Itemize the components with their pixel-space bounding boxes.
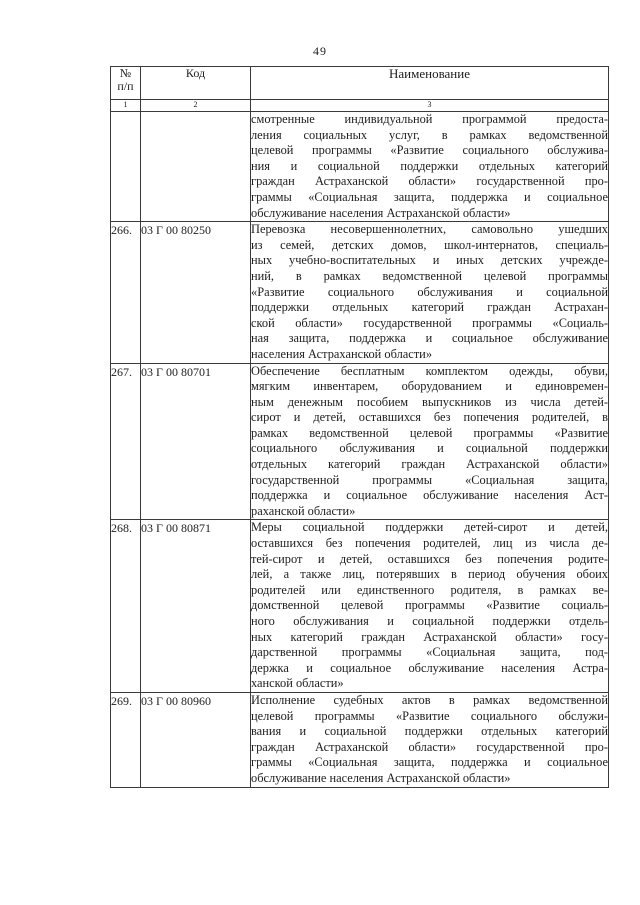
description-line: ния и социальной поддержки отдельных категорий bbox=[251, 158, 608, 173]
table-row bbox=[111, 363, 609, 520]
description-line: обслуживание населения Астраханской области» bbox=[251, 205, 511, 220]
table-row bbox=[111, 692, 609, 787]
description-line: населения Астраханской области» bbox=[251, 346, 433, 361]
description-line: ного обслуживания и социальной поддержки отдель- bbox=[251, 614, 608, 628]
description-line: граждан Астраханской области» государственной про- bbox=[251, 174, 608, 189]
header-code: Код bbox=[141, 67, 251, 100]
table-row bbox=[111, 112, 609, 222]
description-line: держка и социальное обслуживание населения Астра- bbox=[251, 660, 608, 675]
page-number: 49 bbox=[313, 44, 327, 58]
description-line: тей-сирот и детей, оставшихся без попечения родите- bbox=[251, 551, 608, 566]
description-line: Обеспечение бесплатным комплектом одежды, обуви, bbox=[251, 363, 608, 378]
description-line: поддержка и социальное обслуживание населения Аст- bbox=[251, 488, 608, 503]
description-line: ных категорий граждан Астраханской области» госу- bbox=[251, 629, 608, 644]
description-line: вания и социальной поддержки отдельных категорий bbox=[251, 724, 608, 739]
budget-classification-table bbox=[110, 66, 609, 788]
column-index-1: 1 bbox=[111, 100, 141, 112]
description-line: поддержки отдельных категорий граждан Астрахан- bbox=[251, 300, 608, 315]
description-line: домственной целевой программы «Развитие социаль- bbox=[251, 598, 608, 613]
header-number bbox=[111, 67, 141, 100]
row-code: 03 Г 00 80960 bbox=[141, 692, 251, 787]
row-code: 03 Г 00 80701 bbox=[141, 363, 251, 520]
row-description bbox=[251, 363, 609, 520]
description-line: граммы «Социальная защита, поддержка и социальное bbox=[251, 755, 608, 770]
row-code bbox=[141, 112, 251, 222]
row-number: 266. bbox=[111, 222, 141, 363]
table-row bbox=[111, 520, 609, 693]
header-number-symbol: № bbox=[119, 66, 132, 80]
description-line: сирот и детей, оставшихся без попечения родителей, в bbox=[251, 410, 608, 425]
description-line: государственной программы «Социальная защита, bbox=[251, 472, 608, 487]
description-line: оставшихся без попечения родителей, лиц из числа де- bbox=[251, 536, 608, 551]
table-header-row bbox=[111, 67, 609, 100]
column-index-3: 3 bbox=[251, 100, 609, 112]
description-line: Меры социальной поддержки детей-сирот и детей, bbox=[251, 520, 608, 535]
description-line: ханской области» bbox=[251, 676, 344, 691]
header-number-abbr: п/п bbox=[117, 79, 134, 93]
description-line: дарственной программы «Социальная защита, под- bbox=[251, 645, 608, 660]
description-line: ской области» государственной программы «Социаль- bbox=[251, 315, 608, 330]
description-line: раханской области» bbox=[251, 503, 356, 518]
row-number bbox=[111, 112, 141, 222]
description-line: ний, в рамках ведомственной целевой программы bbox=[251, 268, 608, 283]
description-line: ным денежным пособием выпускников из числа детей- bbox=[251, 394, 608, 409]
description-line: ных учебно-воспитательных и иных детских учрежде- bbox=[251, 253, 608, 268]
row-code: 03 Г 00 80871 bbox=[141, 520, 251, 693]
description-line: лей, а также лиц, потерявших в период обучения обоих bbox=[251, 567, 608, 582]
description-line: из семей, детских домов, школ-интернатов, специаль- bbox=[251, 237, 608, 252]
row-description bbox=[251, 112, 609, 222]
column-index-2: 2 bbox=[141, 100, 251, 112]
description-line: обслуживание населения Астраханской области» bbox=[251, 770, 511, 785]
row-number: 268. bbox=[111, 520, 141, 693]
row-number: 267. bbox=[111, 363, 141, 520]
description-line: граммы «Социальная защита, поддержка и социальное bbox=[251, 189, 608, 204]
description-line: целевой программы «Развитие социального обслужива- bbox=[251, 143, 608, 158]
description-line: отдельных категорий граждан Астраханской области» bbox=[251, 457, 608, 472]
description-line: мягким инвентарем, оборудованием и единовремен- bbox=[251, 379, 608, 394]
row-code: 03 Г 00 80250 bbox=[141, 222, 251, 363]
column-index-row bbox=[111, 100, 609, 112]
description-line: Исполнение судебных актов в рамках ведомственной bbox=[251, 692, 608, 707]
description-line: «Развитие социального обслуживания и социальной bbox=[251, 284, 608, 299]
description-line: ления социальных услуг, в рамках ведомственной bbox=[251, 127, 608, 142]
row-description bbox=[251, 692, 609, 787]
description-line: родителей или единственного родителя, в рамках ве- bbox=[251, 582, 608, 597]
description-line: граждан Астраханской области» государственной про- bbox=[251, 739, 608, 754]
description-line: Перевозка несовершеннолетних, самовольно ушедших bbox=[251, 222, 608, 237]
row-number: 269. bbox=[111, 692, 141, 787]
row-description bbox=[251, 222, 609, 363]
description-line: смотренные индивидуальной программой предоста- bbox=[251, 112, 608, 126]
description-line: целевой программы «Развитие социального обслужи- bbox=[251, 708, 608, 723]
table-row bbox=[111, 222, 609, 363]
description-line: рамках ведомственной целевой программы «Развитие bbox=[251, 425, 608, 440]
description-line: ная защита, поддержка и социальное обслуживание bbox=[251, 331, 608, 346]
description-line: социального обслуживания и социальной поддержки bbox=[251, 441, 608, 456]
header-name: Наименование bbox=[251, 67, 609, 100]
row-description bbox=[251, 520, 609, 693]
